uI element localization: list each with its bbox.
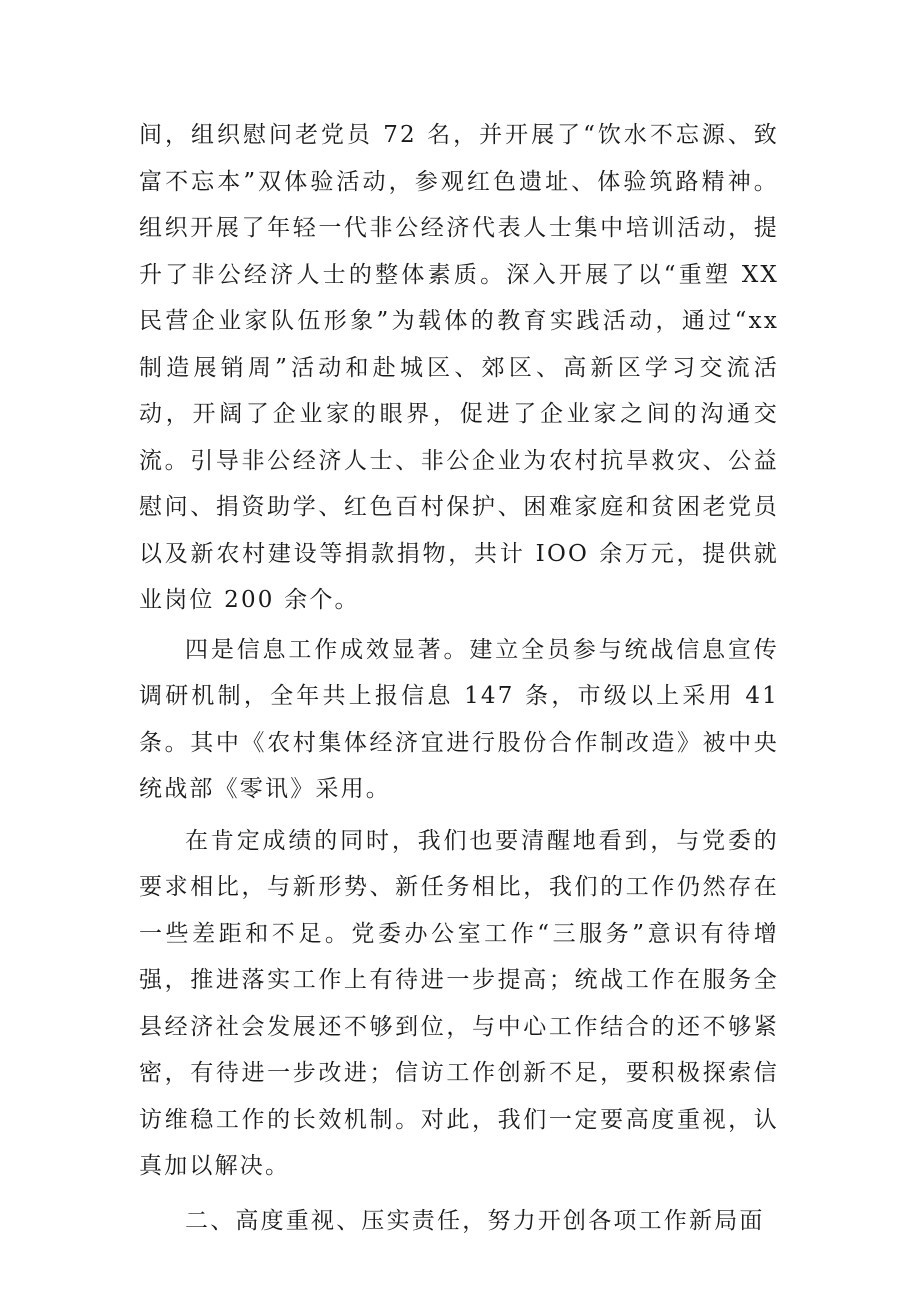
section-heading: 二、高度重视、压实责任，努力开创各项工作新局面 [185,1207,765,1234]
paragraph-information-work: 四是信息工作成效显著。建立全员参与统战信息宣传调研机制，全年共上报信息 147 条，市级以上采用 41 条。其中《农村集体经济宜进行股份合作制改造》被中央统战部《零讯》采用。 [139,636,779,802]
paragraph-shortcomings: 在肯定成绩的同时，我们也要清醒地看到，与党委的要求相比，与新形势、新任务相比，我们的工作仍然存在一些差距和不足。党委办公室工作“三服务”意识有待增强，推进落实工作上有待进一步提高；统战工作在服务全县经济社会发展还不够到位，与中心工作结合的还不够紧密，有待进一步改进；信访工作创新不足，要积极探索信访维稳工作的长效机制。对此，我们一定要高度重视，认真加以解决。 [139,827,779,1179]
paragraph-continuation: 间，组织慰问老党员 72 名，并开展了“饮水不忘源、致富不忘本”双体验活动，参观红色遗址、体验筑路精神。组织开展了年轻一代非公经济代表人士集中培训活动，提升了非公经济人士的整体素质。深入开展了以“重塑 XX 民营企业家队伍形象”为载体的教育实践活动，通过“xx 制造展销周”活动和赴城区、郊区、高新区学习交流活动，开阔了企业家的眼界，促进了企业家之间的沟通交流。引导非公经济人士、非公企业为农村抗旱救灾、公益慰问、捐资助学、红色百村保护、困难家庭和贫困老党员以及新农村建设等捐款捐物，共计 IOO 余万元，提供就业岗位 200 余个。 [139,122,779,613]
document-body [139,112,779,1244]
